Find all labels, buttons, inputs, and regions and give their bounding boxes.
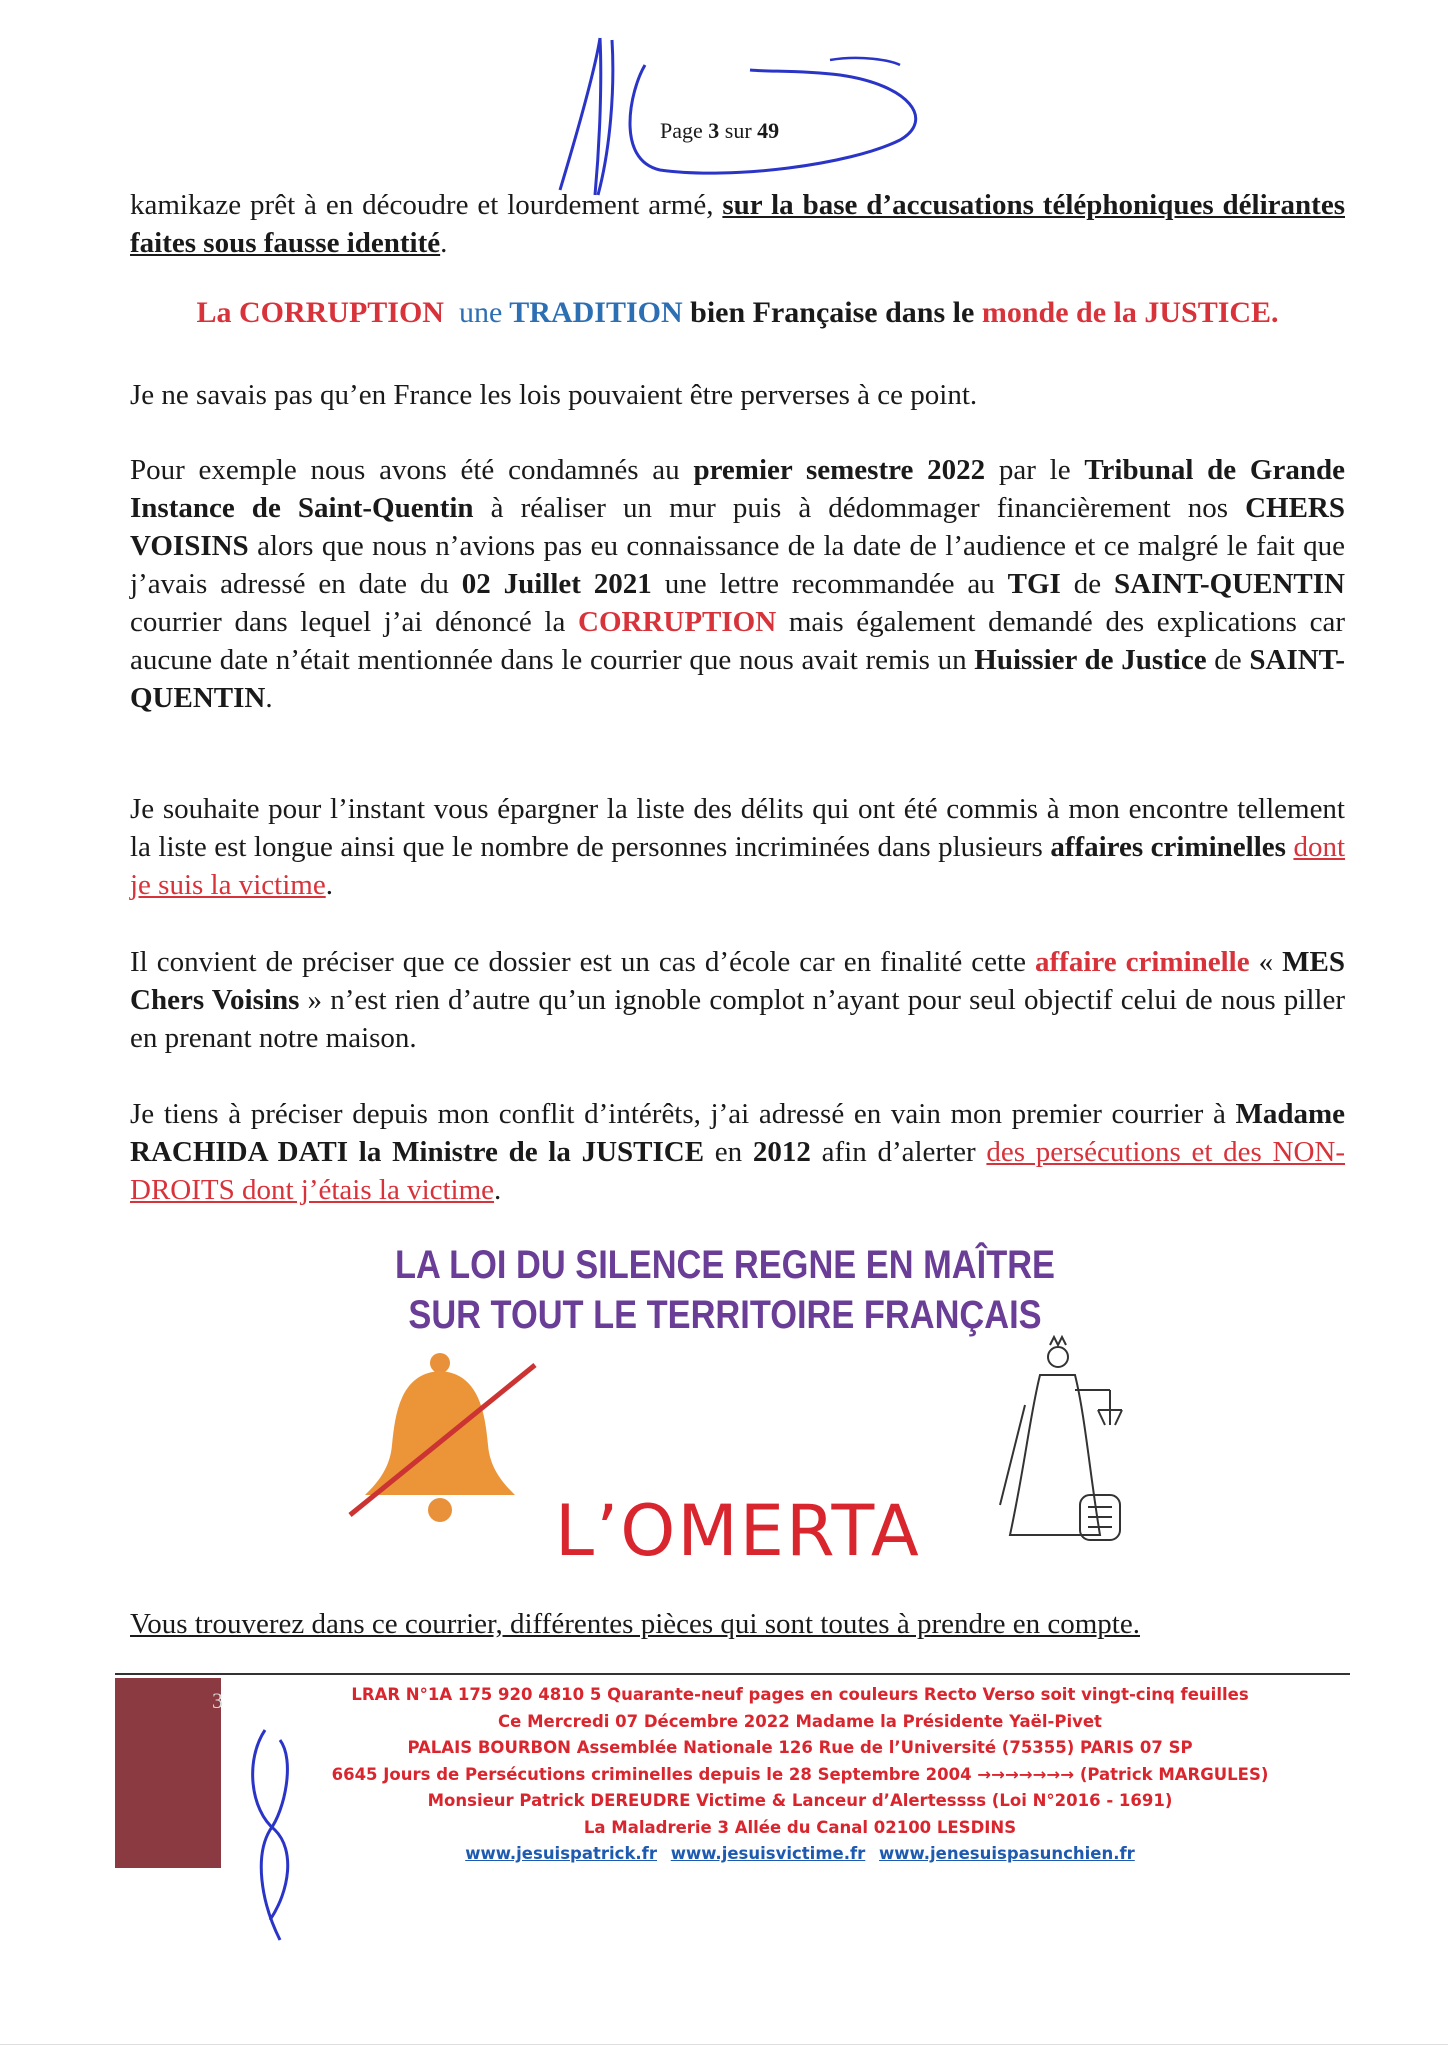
footer-line: Monsieur Patrick DEREUDRE Victime & Lanceur d’Alertessss (Loi N°2016 - 1691) (427, 1791, 1173, 1810)
paragraph-lois: Je ne savais pas qu’en France les lois pouvaient être perverses à ce point. (130, 379, 978, 411)
footer-page-number: 3 (212, 1688, 223, 1713)
silence-banner-line2: SUR TOUT LE TERRITOIRE FRANÇAIS (408, 1293, 1042, 1337)
footer-links (300, 1841, 1300, 1868)
bottom-edge (0, 2044, 1448, 2045)
footer-line: 6645 Jours de Persécutions criminelles depuis le 28 Septembre 2004 →→→→→→→ (Patrick MARGULES) (331, 1764, 1269, 1784)
paragraph-ministre: Je tiens à préciser depuis mon conflit d’intérêts, j’ai adressé en vain mon premier courrier à Madame RACHIDA DATI la Ministre de la JUSTICE en 2012 afin d’alerter des persécutions et des NON-DROITS dont j’étais la victime. (130, 1098, 1346, 1206)
footer-line: LRAR N°1A 175 920 4810 5 Quarante-neuf pages en couleurs Recto Verso soit vingt-cinq feuilles (351, 1685, 1249, 1704)
paragraph-continuation: kamikaze prêt à en découdre et lourdement armé, sur la base d’accusations téléphoniques délirantes faites sous fausse identité. (130, 189, 1345, 259)
footer-line: PALAIS BOURBON Assemblée Nationale 126 Rue de l’Université (75355) PARIS 07 SP (407, 1738, 1193, 1757)
paragraph-condamnation: Pour exemple nous avons été condamnés au premier semestre 2022 par le Tribunal de Grande Instance de Saint-Quentin à réaliser un mur puis à dédommager financièrement nos CHERS VOISINS alors que nous n’avions pas eu connaissance de la date de l’audience et ce malgré le fait que j’avais adressé en date du 02 Juillet 2021 une lettre recommandée au TGI de SAINT-QUENTIN courrier dans lequel j’ai dénoncé la CORRUPTION mais également demandé des explications car aucune date n’était mentionnée dans le courrier que nous avait remis un Huissier de Justice de SAINT-QUENTIN. (130, 454, 1346, 714)
footer-page-block (115, 1678, 221, 1868)
omerta-word: L’OMERTA (555, 1490, 921, 1572)
crossed-bell-icon (340, 1345, 540, 1525)
footer-line: La Maladrerie 3 Allée du Canal 02100 LESDINS (583, 1817, 1017, 1837)
footer-divider (115, 1673, 1350, 1675)
handwritten-signature-top (540, 30, 940, 200)
footer-line: Ce Mercredi 07 Décembre 2022 Madame la Présidente Yaël-Pivet (498, 1711, 1102, 1731)
paragraph-delits: Je souhaite pour l’instant vous épargner la liste des délits qui ont été commis à mon encontre tellement la liste est longue ainsi que le nombre de personnes incriminées dans plusieurs affaires criminelles dont je suis la victime. (130, 793, 1346, 901)
footer-text (300, 1682, 1300, 1868)
page-number: Page 3 sur 49 (660, 118, 780, 143)
silence-banner-line1: LA LOI DU SILENCE REGNE EN MAÎTRE (394, 1243, 1055, 1287)
footer-link-jenesuispasunchien[interactable]: www.jenesuispasunchien.fr (879, 1844, 1135, 1863)
footer-link-jesuispatrick[interactable]: www.jesuispatrick.fr (465, 1844, 657, 1863)
lady-justice-icon (980, 1335, 1140, 1560)
corruption-headline: La CORRUPTION une TRADITION bien Française dans le monde de la JUSTICE. (196, 296, 1279, 329)
footer-link-jesuisvictime[interactable]: www.jesuisvictime.fr (670, 1844, 866, 1863)
paragraph-complot: Il convient de préciser que ce dossier est un cas d’école car en finalité cette affaire criminelle « MES Chers Voisins » n’est rien d’autre qu’un ignoble complot n’ayant pour seul objectif celui de nous piller en prenant notre maison. (130, 946, 1346, 1054)
silence-banner (360, 1240, 1091, 1340)
closing-sentence: Vous trouverez dans ce courrier, différentes pièces qui sont toutes à prendre en compte. (130, 1608, 1140, 1640)
